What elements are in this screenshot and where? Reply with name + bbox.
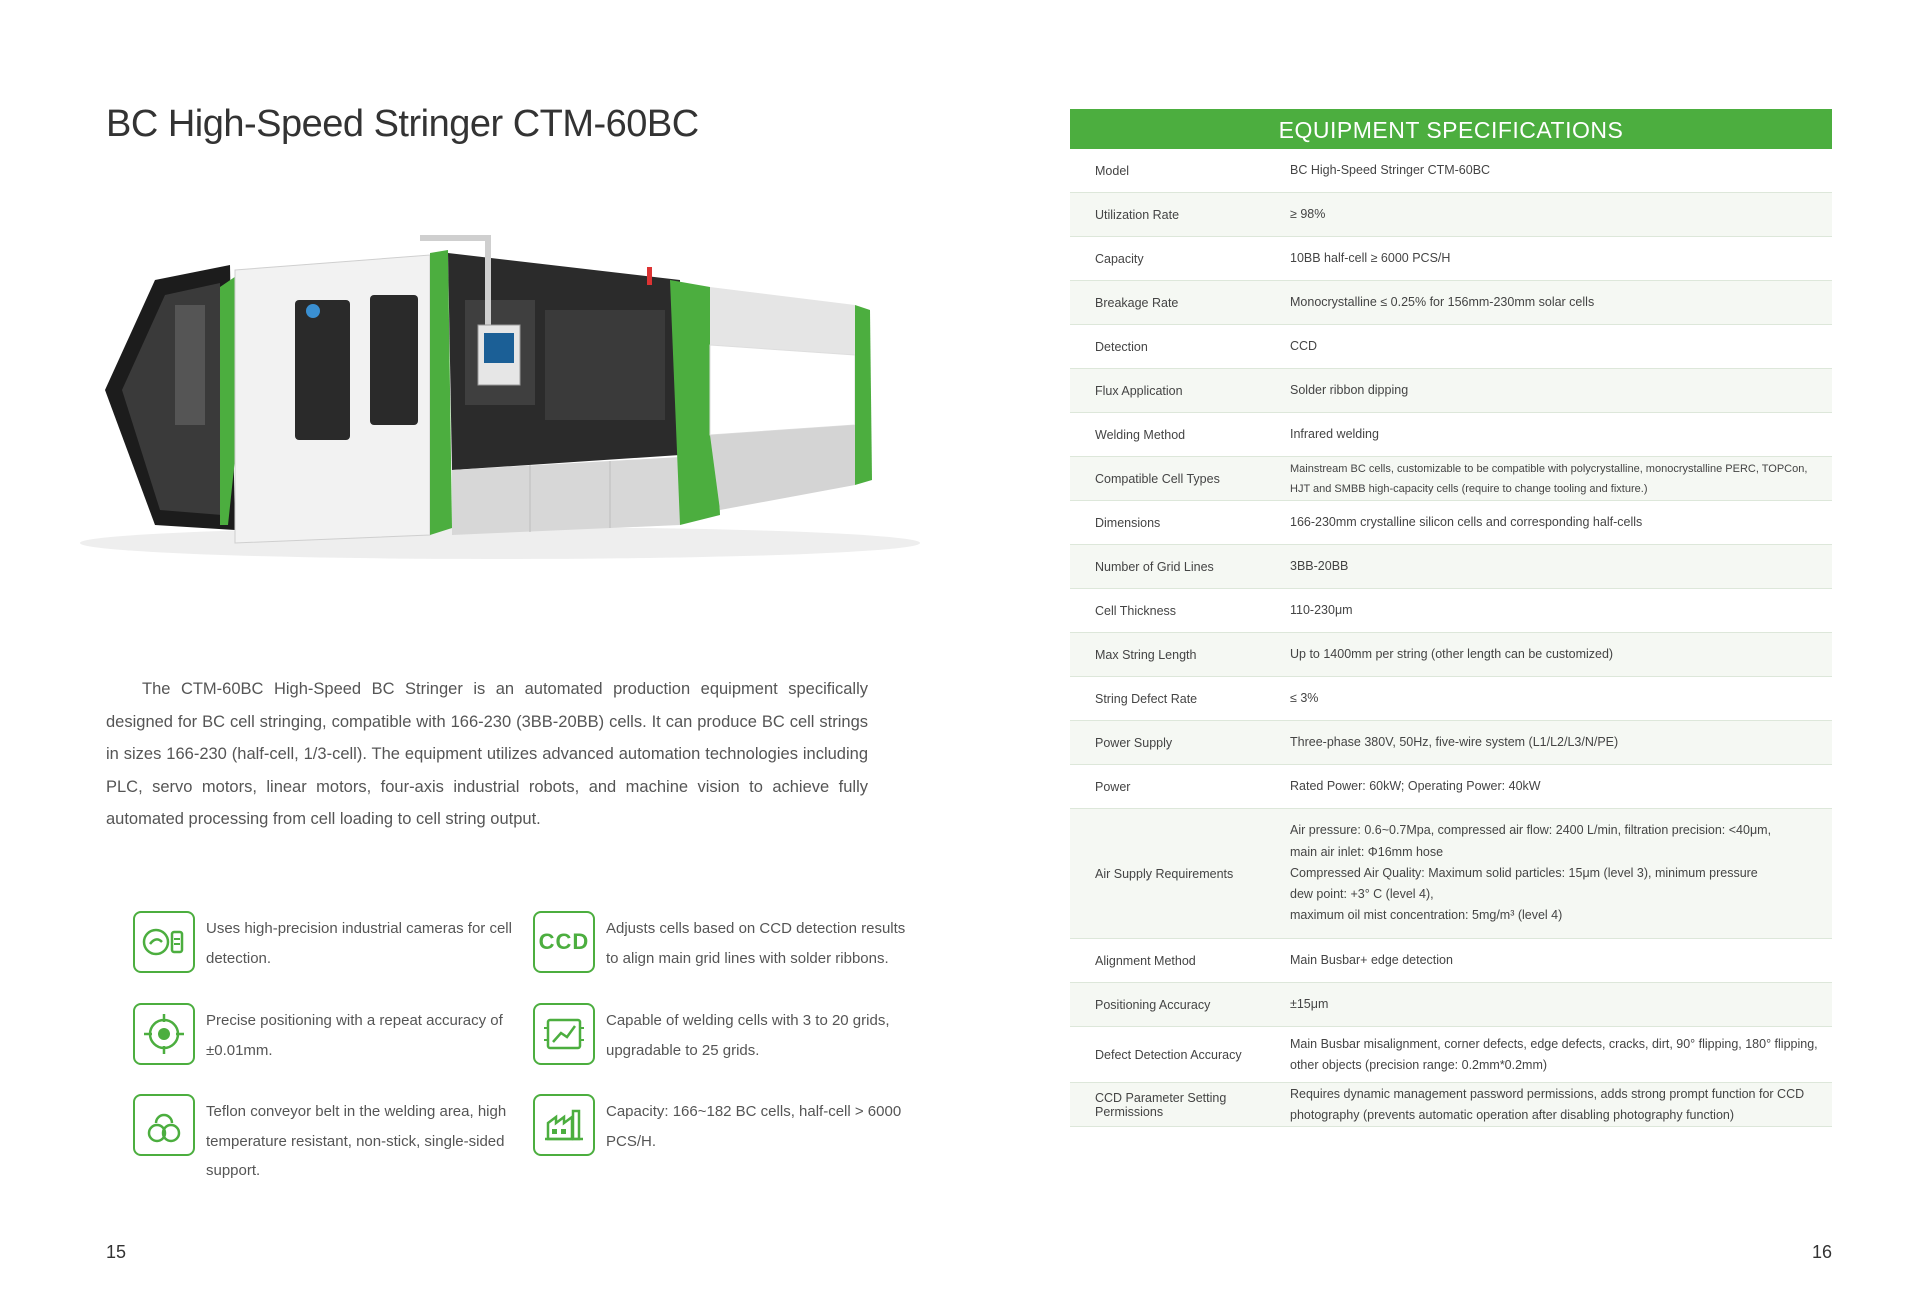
spec-label: Model — [1095, 163, 1130, 178]
spec-label: Positioning Accuracy — [1095, 997, 1211, 1012]
spec-value: Requires dynamic management password permissions, adds strong prompt function for CCD photography (prevents automatic operation after disabling photography function) — [1290, 1086, 1805, 1122]
spec-value: ≥ 98% — [1290, 207, 1326, 221]
spec-value-line: Air pressure: 0.6~0.7Mpa, compressed air flow: 2400 L/min, filtration precision: <40μm, — [1290, 823, 1772, 838]
spec-row — [1070, 369, 1832, 413]
spec-label: Capacity — [1095, 251, 1144, 266]
spec-label: Cell Thickness — [1095, 603, 1177, 618]
page-number-left: 15 — [106, 1242, 127, 1262]
spec-label: Alignment Method — [1095, 953, 1196, 968]
spec-row — [1070, 765, 1832, 809]
spec-label: Air Supply Requirements — [1095, 866, 1234, 881]
conveyor-icon — [133, 1094, 195, 1156]
feature-text: Adjusts cells based on CCD detection results to align main grid lines with solder ribbons. — [606, 920, 906, 967]
spec-row — [1070, 1083, 1832, 1127]
product-description: The CTM-60BC High-Speed BC Stringer is an automated production equipment specifically designed for BC cell stringing, compatible with 166-230 (3BB-20BB) cells. It can produce BC cell strings in sizes 166-230 (half-cell, 1/3-cell). The equipment utilizes advanced automation technologies including PLC, servo motors, linear motors, four-axis industrial robots, and machine vision to achieve fully automated processing from cell loading to cell string output. — [106, 680, 868, 828]
grid-icon — [533, 1003, 595, 1065]
spec-value: 3BB-20BB — [1290, 559, 1349, 573]
spec-value: Main Busbar+ edge detection — [1290, 953, 1453, 967]
spec-row — [1070, 589, 1832, 633]
spec-label: Detection — [1095, 339, 1148, 354]
spec-value-line: Compressed Air Quality: Maximum solid particles: 15μm (level 3), minimum pressure — [1290, 865, 1758, 880]
feature-text: Uses high-precision industrial cameras for cell detection. — [206, 920, 512, 967]
spec-row — [1070, 325, 1832, 369]
spec-row — [1070, 281, 1832, 325]
spec-label: Defect Detection Accuracy — [1095, 1047, 1242, 1062]
spec-label: Number of Grid Lines — [1095, 559, 1214, 574]
spec-label: Breakage Rate — [1095, 295, 1179, 310]
spec-value-line: maximum oil mist concentration: 5mg/m³ (level 4) — [1290, 908, 1563, 923]
spec-row — [1070, 193, 1832, 237]
spec-row — [1070, 545, 1832, 589]
feature-item — [533, 1003, 913, 1065]
spec-value: Infrared welding — [1290, 427, 1379, 441]
feature-text: Capacity: 166~182 BC cells, half-cell > 6000 PCS/H. — [606, 1103, 902, 1150]
spec-value: Solder ribbon dipping — [1290, 383, 1409, 397]
spec-row — [1070, 721, 1832, 765]
spec-value: Up to 1400mm per string (other length can be customized) — [1290, 647, 1614, 661]
spec-row — [1070, 457, 1832, 501]
spec-value: CCD — [1290, 339, 1318, 353]
spec-value: Three-phase 380V, 50Hz, five-wire system (L1/L2/L3/N/PE) — [1290, 735, 1619, 749]
spec-row — [1070, 237, 1832, 281]
spec-row — [1070, 633, 1832, 677]
spec-value-line: dew point: +3° C (level 4), — [1290, 887, 1434, 902]
page-number-right: 16 — [1812, 1242, 1833, 1262]
spec-row — [1070, 149, 1832, 193]
spec-label: Flux Application — [1095, 383, 1183, 398]
feature-item — [533, 911, 913, 973]
spec-value: Mainstream BC cells, customizable to be compatible with polycrystalline, monocrystalline PERC, TOPCon, HJT and SMBB high-capacity cells (require to change tooling and fixture.) — [1290, 462, 1808, 495]
spec-value: Monocrystalline ≤ 0.25% for 156mm-230mm solar cells — [1290, 295, 1595, 309]
specs-rows — [1070, 149, 1832, 1127]
spec-value: ≤ 3% — [1290, 691, 1319, 705]
spec-label: String Defect Rate — [1095, 691, 1198, 706]
factory-icon — [533, 1094, 595, 1156]
feature-item — [133, 911, 518, 973]
spec-row — [1070, 677, 1832, 721]
spec-label: Welding Method — [1095, 427, 1186, 442]
feature-text: Capable of welding cells with 3 to 20 grids, upgradable to 25 grids. — [606, 1012, 890, 1059]
spec-value: Rated Power: 60kW; Operating Power: 40kW — [1290, 779, 1541, 793]
spec-row — [1070, 501, 1832, 545]
spec-value: 166-230mm crystalline silicon cells and corresponding half-cells — [1290, 515, 1643, 529]
feature-text: Precise positioning with a repeat accuracy of ±0.01mm. — [206, 1012, 503, 1059]
spec-row — [1070, 983, 1832, 1027]
feature-item — [133, 1094, 518, 1186]
page-title: BC High-Speed Stringer CTM-60BC — [106, 103, 699, 145]
spec-value: Main Busbar misalignment, corner defects, edge defects, cracks, dirt, 90° flipping, 180° flipping, other objects (precision range: 0.2mm*0.2mm) — [1290, 1036, 1818, 1072]
spec-value — [1290, 820, 1832, 926]
camera-icon — [133, 911, 195, 973]
ccd-icon — [533, 911, 595, 973]
spec-row — [1070, 939, 1832, 983]
specs-header: EQUIPMENT SPECIFICATIONS — [1070, 109, 1832, 149]
machine-image — [60, 225, 920, 575]
spec-label: Power — [1095, 779, 1131, 794]
spec-row — [1070, 413, 1832, 457]
spec-value: 110-230μm — [1290, 603, 1353, 617]
spec-label: Compatible Cell Types — [1095, 471, 1220, 486]
spec-label: Dimensions — [1095, 515, 1161, 530]
feature-text: Teflon conveyor belt in the welding area, high temperature resistant, non-stick, single-sided support. — [206, 1103, 507, 1179]
spec-value-line: main air inlet: Φ16mm hose — [1290, 844, 1444, 859]
specs-table — [1070, 109, 1832, 1127]
ccd-icon-label: CCD — [538, 929, 590, 954]
spec-label: Utilization Rate — [1095, 207, 1180, 222]
spec-value: BC High-Speed Stringer CTM-60BC — [1290, 163, 1491, 177]
spec-label: CCD Parameter Setting Permissions — [1095, 1090, 1227, 1119]
target-icon — [133, 1003, 195, 1065]
feature-item — [133, 1003, 518, 1065]
feature-item — [533, 1094, 913, 1156]
spec-value: 10BB half-cell ≥ 6000 PCS/H — [1290, 251, 1451, 265]
spec-row — [1070, 1027, 1832, 1083]
spec-row — [1070, 809, 1832, 939]
spec-label: Max String Length — [1095, 647, 1197, 662]
spec-label: Power Supply — [1095, 735, 1173, 750]
spec-value: ±15μm — [1290, 997, 1329, 1011]
